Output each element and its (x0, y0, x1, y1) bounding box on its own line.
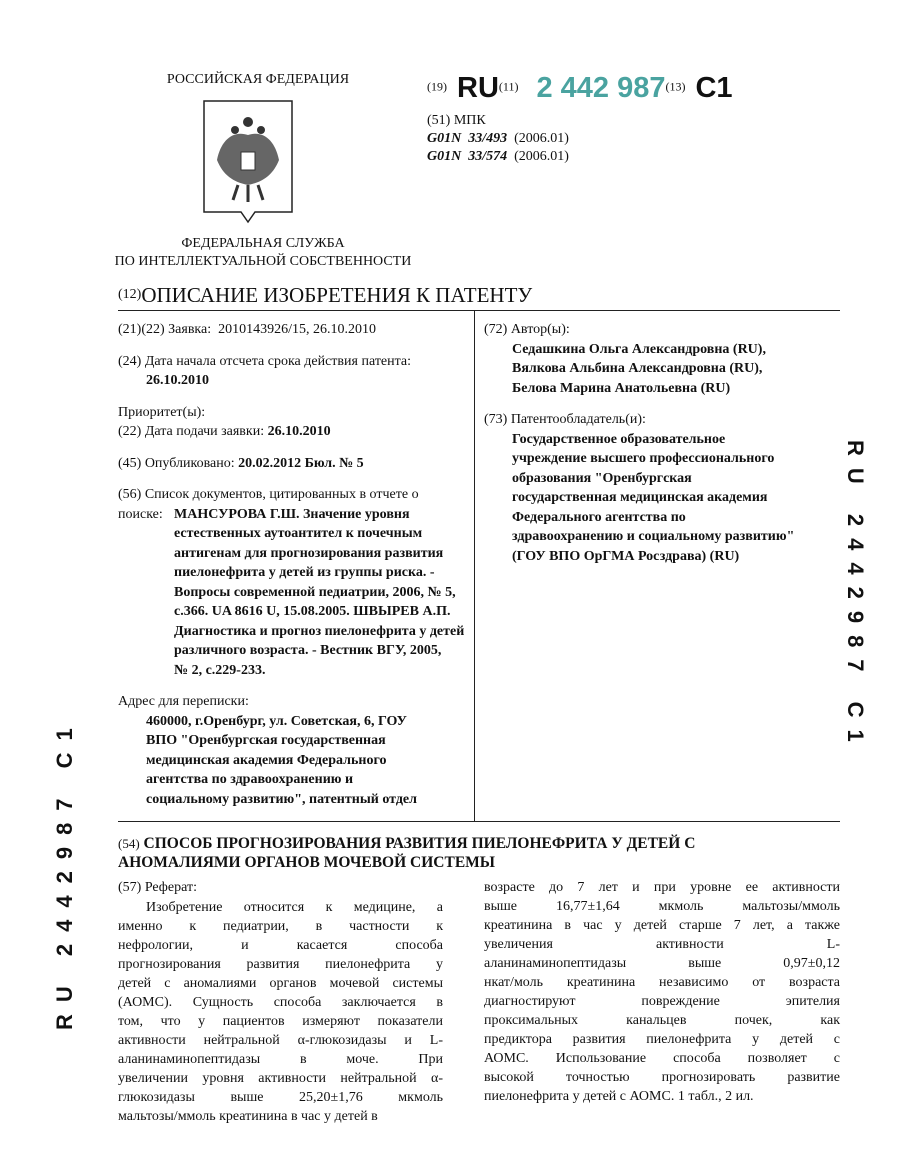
text-line: Изобретение относится к медицине, а (146, 899, 443, 915)
start-date-label: (24) Дата начала отсчета срока действия патента: (118, 353, 412, 369)
text-line: государственная медицинская академия (512, 490, 768, 505)
field-value: 2010143926/15, 26.10.2010 (218, 322, 377, 337)
text-line: проксимальных канальцев почек, как (484, 1013, 840, 1028)
field-label: (45) Опубликовано: (118, 455, 235, 471)
text-line: выше 16,77±1,64 мкмоль мальтозы/ммоль (484, 899, 840, 914)
ipc-block (427, 112, 569, 166)
agency-name (110, 235, 416, 271)
agency-line-1: ФЕДЕРАЛЬНАЯ СЛУЖБА (181, 236, 345, 251)
filing-date-field (118, 422, 468, 442)
ipc-entry (427, 148, 569, 166)
application-field (118, 320, 468, 340)
text-line: прогнозирования развития пиелонефрита у (118, 956, 443, 972)
text-line: (ГОУ ВПО ОрГМА Росздрава) (RU) (512, 548, 740, 564)
text-line: АОМС. Использование способа позволяет с (484, 1051, 840, 1066)
text-line: возрасте до 7 лет и при уровне ее активности (484, 880, 840, 895)
text-line: учреждение высшего профессионального (512, 451, 775, 466)
start-date-value: 26.10.2010 (146, 373, 209, 388)
text-line: нкат/моль креатинина независимо от возраста (484, 975, 840, 990)
text-line: аланинаминопептидазы выше 0,97±0,12 (484, 956, 840, 971)
text-line: с.366. UA 8616 U, 15.08.2005. ШВЫРЕВ А.П. (174, 604, 451, 619)
title-code: (54) (118, 836, 140, 851)
field-value: 20.02.2012 Бюл. № 5 (238, 455, 364, 471)
ipc-version: (2006.01) (514, 131, 569, 146)
patent-id (427, 72, 733, 105)
text-line: диагностируют повреждение эпителия (484, 994, 840, 1009)
kind-code: C1 (695, 72, 733, 104)
abstract-label: (57) Реферат: (118, 880, 197, 895)
priority-label: Приоритет(ы): (118, 404, 206, 420)
text-line: глюкозидазы выше 25,20±1,76 мкмоль (118, 1089, 443, 1105)
title-code: (12) (118, 287, 142, 302)
divider (118, 310, 840, 311)
text-line: мальтозы/ммоль креатинина в час у детей в (118, 1108, 378, 1124)
text-line: образования "Оренбургская (512, 470, 692, 486)
agency-line-2: ПО ИНТЕЛЛЕКТУАЛЬНОЙ СОБСТВЕННОСТИ (114, 254, 412, 269)
text-line: аланинаминопептидазы в моче. При (118, 1051, 443, 1067)
text-line: здравоохранению и социальному развитию" (512, 529, 795, 544)
field-label: (21)(22) Заявка: (118, 322, 212, 337)
text-line: Федерального агентства по (512, 509, 686, 525)
text-line: пиелонефрита у детей с АОМС. 1 табл., 2 ил. (484, 1089, 754, 1104)
text-line: пиелонефрита у детей из группы риска. - (174, 565, 435, 580)
authors-label: (72) Автор(ы): (484, 322, 570, 337)
title-line: СПОСОБ ПРОГНОЗИРОВАНИЯ РАЗВИТИЯ ПИЕЛОНЕФРИТА У ДЕТЕЙ С (143, 835, 696, 852)
text-line: увеличении уровня активности нейтральной α- (118, 1070, 443, 1086)
text-line: нефрологии, и касается способа (118, 937, 443, 953)
text-line: различного возраста. - Вестник ВГУ, 2005, (174, 643, 442, 658)
owner-label: (73) Патентообладатель(и): (484, 412, 646, 427)
title-text: ОПИСАНИЕ ИЗОБРЕТЕНИЯ К ПАТЕНТУ (141, 283, 533, 307)
text-line: естественных аутоантител к почечным (174, 526, 423, 541)
side-label-left: RU 2442987 C1 (52, 716, 77, 1030)
text-line: Вопросы современной педиатрии, 2006, № 5, (174, 584, 456, 600)
text-line: № 2, с.229-233. (174, 662, 266, 678)
document-title (118, 283, 532, 308)
text-line: Вялкова Альбина Александровна (RU), (512, 361, 763, 376)
text-line: креатинина в час у детей старше 7 лет, а также (484, 918, 840, 933)
text-line: высокой точностью прогнозировать развитие (484, 1070, 840, 1085)
code-13: (13) (665, 79, 686, 94)
abstract-right (484, 878, 840, 1106)
text-line: увеличения активности L- (484, 937, 840, 952)
text-line: активности нейтральной α-глюкозидазы и L- (118, 1032, 443, 1048)
ipc-class: G01N 33/574 (427, 149, 508, 164)
title-line: АНОМАЛИЯМИ ОРГАНОВ МОЧЕВОЙ СИСТЕМЫ (118, 854, 496, 871)
text-line: предиктора развития пиелонефрита у детей с (484, 1032, 840, 1047)
ipc-version: (2006.01) (514, 149, 569, 164)
text-line: Белова Марина Анатольевна (RU) (512, 380, 731, 396)
text-line: Государственное образовательное (512, 431, 726, 447)
published-field (118, 454, 468, 474)
text-line: (АОМС). Сущность способа заключается в (118, 994, 443, 1010)
bibliographic-left (118, 320, 468, 809)
side-label-right: RU 2442987 C1 (843, 440, 868, 754)
ipc-label: (51) МПК (427, 113, 486, 128)
code-19: (19) (427, 79, 447, 94)
bibliographic-right (484, 320, 840, 566)
text-line: Седашкина Ольга Александровна (RU), (512, 341, 766, 357)
ipc-entry (427, 130, 569, 148)
references-label: (56) Список документов, цитированных в отчете о (118, 487, 419, 502)
text-line: ВПО "Оренбургская государственная (146, 733, 386, 748)
text-line: том, что у пациентов измеряют показатели (118, 1013, 443, 1029)
country-name: РОССИЙСКАЯ ФЕДЕРАЦИЯ (166, 72, 350, 87)
references-label-2: поиске: (118, 506, 163, 522)
column-divider (474, 310, 475, 822)
field-label: (22) Дата подачи заявки: (118, 424, 265, 439)
patent-number: 2 442 987 (536, 72, 666, 104)
country-code: RU (457, 72, 499, 104)
abstract-left (118, 878, 443, 1126)
text-line: медицинская академия Федерального (146, 752, 387, 768)
text-line: 460000, г.Оренбург, ул. Советская, 6, ГОУ (146, 713, 407, 729)
text-line: социальному развитию", патентный отдел (146, 791, 417, 807)
field-value: 26.10.2010 (267, 424, 331, 439)
text-line: агентства по здравоохранению и (146, 772, 354, 787)
references (118, 505, 468, 681)
code-11: (11) (498, 79, 519, 94)
divider (118, 821, 840, 822)
invention-title (118, 834, 695, 872)
ipc-class: G01N 33/493 (427, 131, 508, 146)
address-label: Адрес для переписки: (118, 694, 249, 709)
text-line: Диагностика и прогноз пиелонефрита у детей (174, 623, 465, 639)
text-line: именно к педиатрии, в частности к (118, 918, 443, 934)
text-line: антигенам для прогнозирования развития (174, 545, 444, 561)
coat-of-arms-emblem (203, 100, 293, 218)
text-line: детей с аномалиями органов мочевой системы (118, 975, 443, 991)
text-line: МАНСУРОВА Г.Ш. Значение уровня (174, 506, 410, 522)
